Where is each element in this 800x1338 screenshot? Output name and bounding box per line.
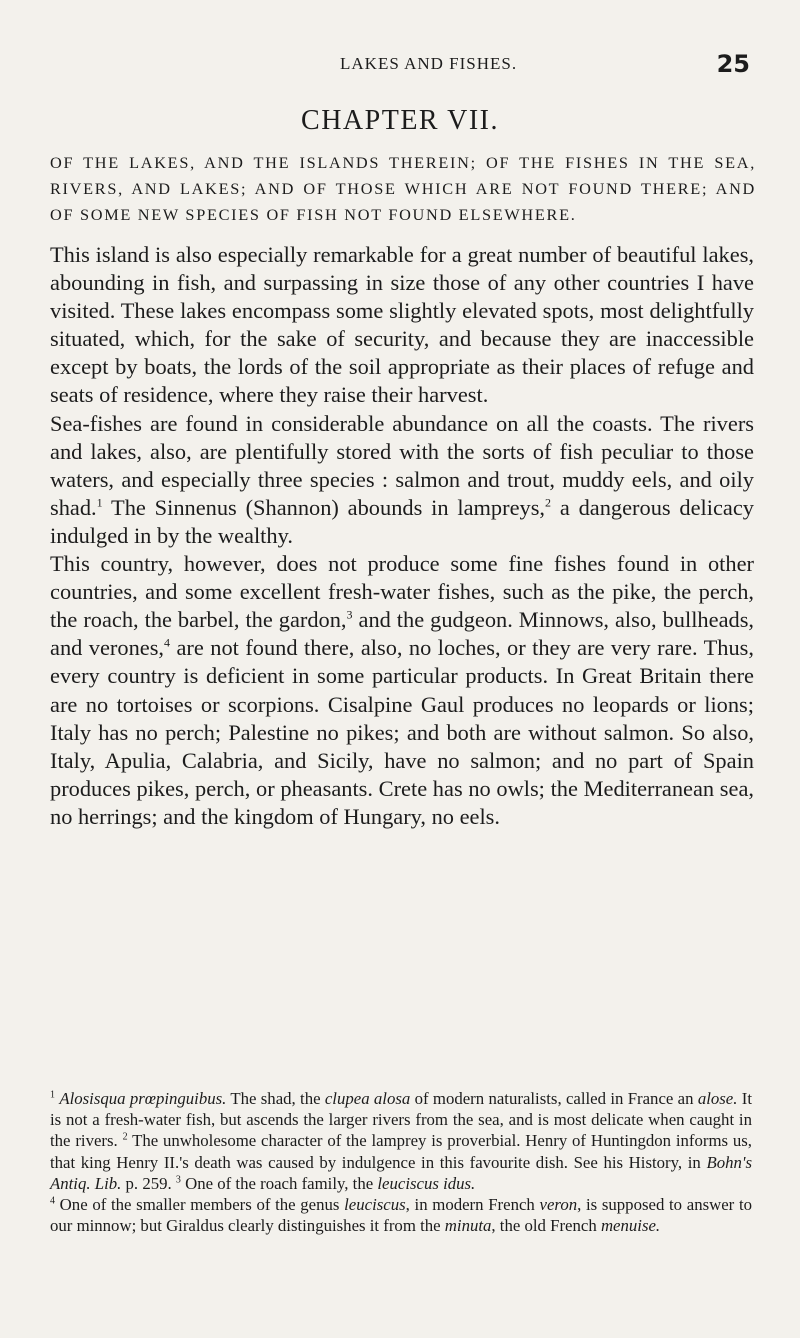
paragraph-3-part-a: This country, however, does not produce some fine fishes found in other countries, and some excellent fresh-water fishes, such as the pike, the perch, the roach, the barbel, the gardon, [50,551,754,633]
footnote-4-genus: leuciscus [344,1195,406,1215]
footnote-4-text-d: , the old French [491,1216,601,1236]
footnote-4-text-c: , is supposed to answer to our minnow; but Giraldus clearly distinguishes it from the [50,1195,753,1236]
footnote-1-alose: alose. [697,1089,738,1108]
paragraph-2-part-c: a dangerous delicacy indulged in by the wealthy. [50,494,754,548]
footnote-1-text-b: of modern naturalists, called in France an [410,1089,698,1108]
footnotes [50,1088,752,1236]
main-text [50,241,754,831]
footnote-marker-2: 2 [122,1131,128,1143]
footnote-marker-1: 1 [50,1089,55,1101]
footnote-ref-2: 2 [545,495,552,510]
footnote-1-title: Alosisqua prœpinguibus. [59,1089,227,1108]
chapter-summary [50,150,756,229]
paragraph-1: This island is also especially remarkable for a great number of beautiful lakes, abounding in fish, and surpassing in size those of any other countries I have visited. These lakes encompass some slightly elevated spots, most delightfully situated, which, for the sake of security, and because they are inaccessible except by boats, the lords of the soil appropriate as their places of refuge and seats of residence, where they raise their harvest. [50,242,754,408]
footnote-2-text-a: The unwholesome character of the lamprey is proverbial. Henry of Huntingdon informs us, that king Henry II.'s death was caused by indulgence in this favourite dish. See his History, in [50,1131,752,1172]
footnote-2-text-b: p. 259. [121,1173,176,1193]
chapter-title: CHAPTER VII. [301,105,499,136]
footnote-ref-3: 3 [346,607,353,622]
footnote-3-species: leuciscus idus. [377,1173,476,1193]
paragraph-3-part-b: and the gudgeon. Minnows, also, bullheads, and verones, [50,607,755,661]
footnote-3-text-a: One of the roach family, the [180,1173,378,1193]
paragraph-3 [50,550,754,831]
footnote-ref-4: 4 [164,635,171,650]
paragraph-2 [50,410,754,550]
paragraph-2-part-b: The Sinnenus (Shannon) abounds in lampreys, [102,494,546,520]
footnote-4-text-a: One of the smaller members of the genus [55,1195,345,1215]
footnote-1-text-a: The shad, the [226,1089,325,1108]
footnote-1-species: clupea alosa [324,1089,411,1108]
paragraph-3-part-c: are not found there, also, no loches, or they are very rare. Thus, every country is deficient in some particular products. In Great Britain there are no tortoises or scorpions. Cisalpine Gaul produces no leopards or lions; Italy has no perch; Palestine no pikes; and both are without salmon. So also, Italy, Apulia, Calabria, and Sicily, have no salmon; and no part of Spain produces pikes, perch, or pheasants. Crete has no owls; the Mediterranean sea, no herrings; and the kingdom of Hungary, no eels. [50,635,754,829]
footnote-4-minuta: minuta [444,1216,492,1236]
footnote-4-veron: veron [539,1195,578,1215]
footnote-block [50,1088,752,1236]
footnote-1-text-c: It is not a fresh-water fish, but ascends the larger rivers from the sea, and is most delicate when caught in the rivers. [50,1089,753,1151]
page-number: 25 [716,50,750,78]
footnote-4-menuise: menuise. [600,1216,661,1236]
footnote-marker-4: 4 [50,1195,55,1207]
chapter-summary-text: OF THE LAKES, AND THE ISLANDS THEREIN; OF THE FISHES IN THE SEA, RIVERS, AND LAKES; AND OF THOSE WHICH ARE NOT FOUND THERE; AND OF SOME NEW SPECIES OF FISH NOT FOUND ELSEWHERE. [50,153,756,225]
footnote-marker-3: 3 [175,1174,181,1186]
running-header [50,50,752,80]
footnote-ref-1: 1 [96,495,103,510]
footnote-4-text-b: , in modern French [405,1195,540,1215]
footnote-2-reference: Bohn's Antiq. Lib. [50,1152,752,1193]
paragraph-2-part-a: Sea-fishes are found in considerable abundance on all the coasts. The rivers and lakes, also, are plentifully stored with the sorts of fish peculiar to those waters, and especially three species : salmon and trout, muddy eels, and oily shad. [50,410,754,520]
running-title: LAKES AND FISHES. [340,54,518,73]
